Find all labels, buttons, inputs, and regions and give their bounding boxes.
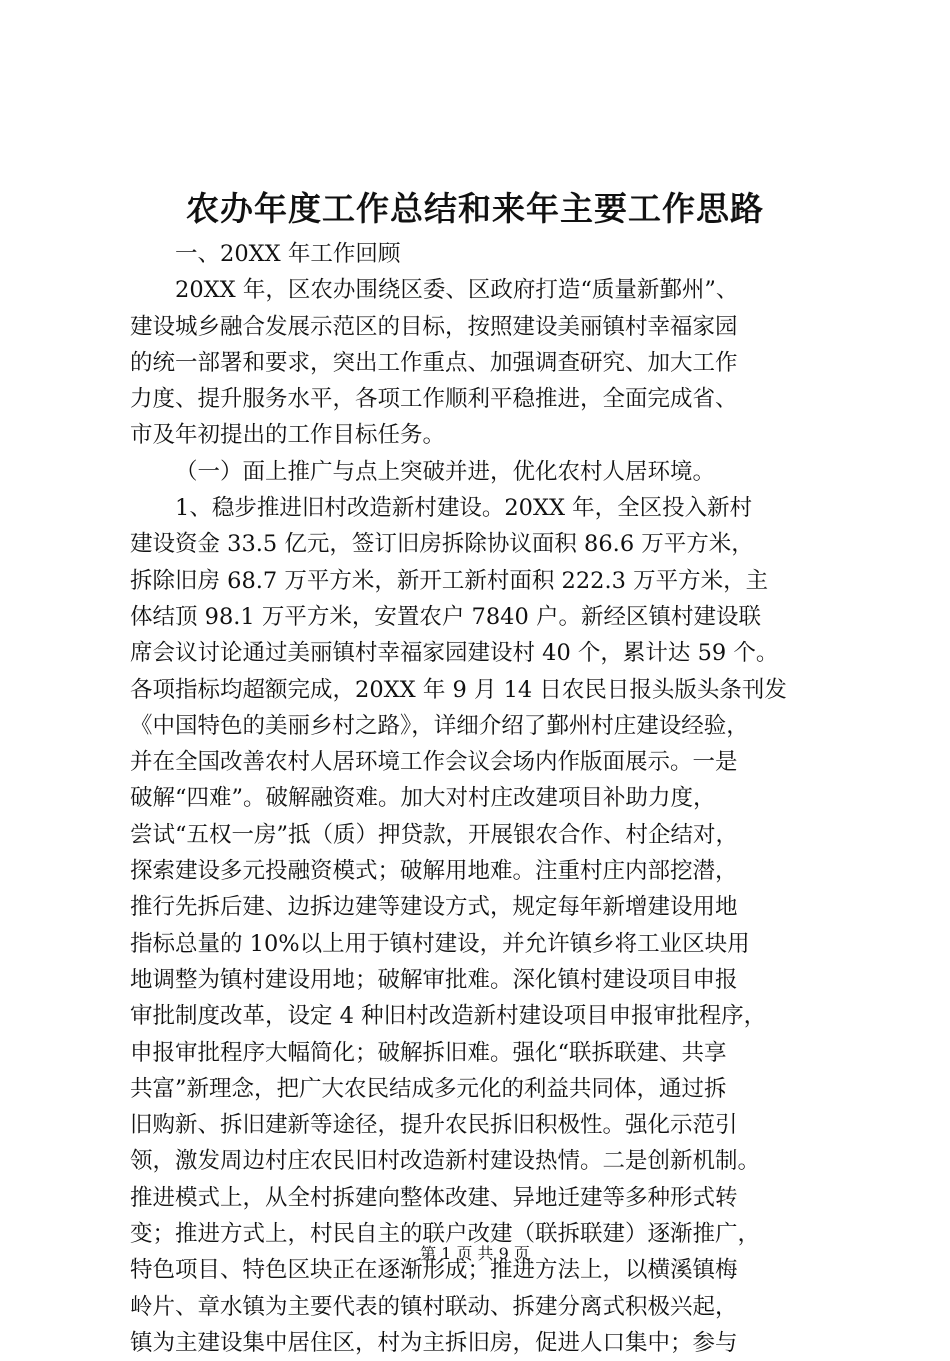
page-footer: 第 1 页 共 9 页: [420, 1244, 530, 1263]
paragraph-line: 市及年初提出的工作目标任务。: [130, 422, 446, 449]
paragraph-line: 席会议讨论通过美丽镇村幸福家园建设村 40 个，累计达 59 个。: [130, 640, 779, 667]
paragraph-line: 各项指标均超额完成，20XX 年 9 月 14 日农民日报头版头条刊发: [130, 676, 787, 703]
paragraph-line: 旧购新、拆旧建新等途径，提升农民拆旧积极性。强化示范引: [130, 1112, 738, 1139]
paragraph-line: 地调整为镇村建设用地；破解审批难。深化镇村建设项目申报: [130, 966, 738, 993]
paragraph-line: 推行先拆后建、边拆边建等建设方式，规定每年新增建设用地: [130, 894, 738, 921]
paragraph-line: 申报审批程序大幅简化；破解拆旧难。强化“联拆联建、共享: [130, 1039, 727, 1066]
paragraph-line: 审批制度改革，设定 4 种旧村改造新村建设项目申报审批程序，: [130, 1003, 767, 1030]
paragraph-line: 指标总量的 10%以上用于镇村建设，并允许镇乡将工业区块用: [130, 930, 750, 957]
document-body: [130, 236, 830, 1361]
paragraph-line: 1、稳步推进旧村改造新村建设。20XX 年，全区投入新村: [175, 495, 753, 522]
paragraph-line: 建设城乡融合发展示范区的目标，按照建设美丽镇村幸福家园: [130, 313, 738, 340]
paragraph-line: 探索建设多元投融资模式；破解用地难。注重村庄内部挖潜，: [130, 858, 738, 885]
paragraph-line: 20XX 年，区农办围绕区委、区政府打造“质量新鄞州”、: [175, 277, 739, 304]
paragraph-line: 的统一部署和要求，突出工作重点、加强调查研究、加大工作: [130, 349, 738, 376]
paragraph-line: 领，激发周边村庄农民旧村改造新村建设热情。二是创新机制。: [130, 1148, 761, 1175]
paragraph-line: 力度、提升服务水平，各项工作顺利平稳推进，全面完成省、: [130, 386, 738, 413]
document-title: 农办年度工作总结和来年主要工作思路: [186, 189, 764, 228]
paragraph-line: 共富”新理念，把广大农民结成多元化的利益共同体，通过拆: [130, 1075, 727, 1102]
paragraph-line: 推进模式上，从全村拆建向整体改建、异地迁建等多种形式转: [130, 1184, 738, 1211]
paragraph-line: 镇为主建设集中居住区，村为主拆旧房，促进人口集中；参与: [130, 1329, 738, 1356]
paragraph-line: 拆除旧房 68.7 万平方米，新开工新村面积 222.3 万平方米，主: [130, 567, 769, 594]
paragraph-line: 岭片、章水镇为主要代表的镇村联动、拆建分离式积极兴起，: [130, 1293, 738, 1320]
paragraph-line: 特色项目、特色区块正在逐渐形成；推进方法上，以横溪镇梅: [130, 1257, 738, 1284]
paragraph-line: 体结顶 98.1 万平方米，安置农户 7840 户。新经区镇村建设联: [130, 603, 761, 630]
paragraph-line: 破解“四难”。破解融资难。加大对村庄改建项目补助力度，: [130, 785, 716, 812]
paragraph-line: 变；推进方式上，村民自主的联户改建（联拆联建）逐渐推广，: [130, 1221, 761, 1248]
subsection-heading: （一）面上推广与点上突破并进，优化农村人居环境。: [175, 458, 716, 485]
paragraph-line: 建设资金 33.5 亿元，签订旧房拆除协议面积 86.6 万平方米，: [130, 531, 754, 558]
paragraph-line: 并在全国改善农村人居环境工作会议会场内作版面展示。一是: [130, 749, 738, 776]
paragraph-line: 《中国特色的美丽乡村之路》，详细介绍了鄞州村庄建设经验，: [130, 712, 749, 739]
paragraph-line: 尝试“五权一房”抵（质）押贷款，开展银农合作、村企结对，: [130, 821, 739, 848]
section-heading: 一、20XX 年工作回顾: [175, 241, 401, 267]
